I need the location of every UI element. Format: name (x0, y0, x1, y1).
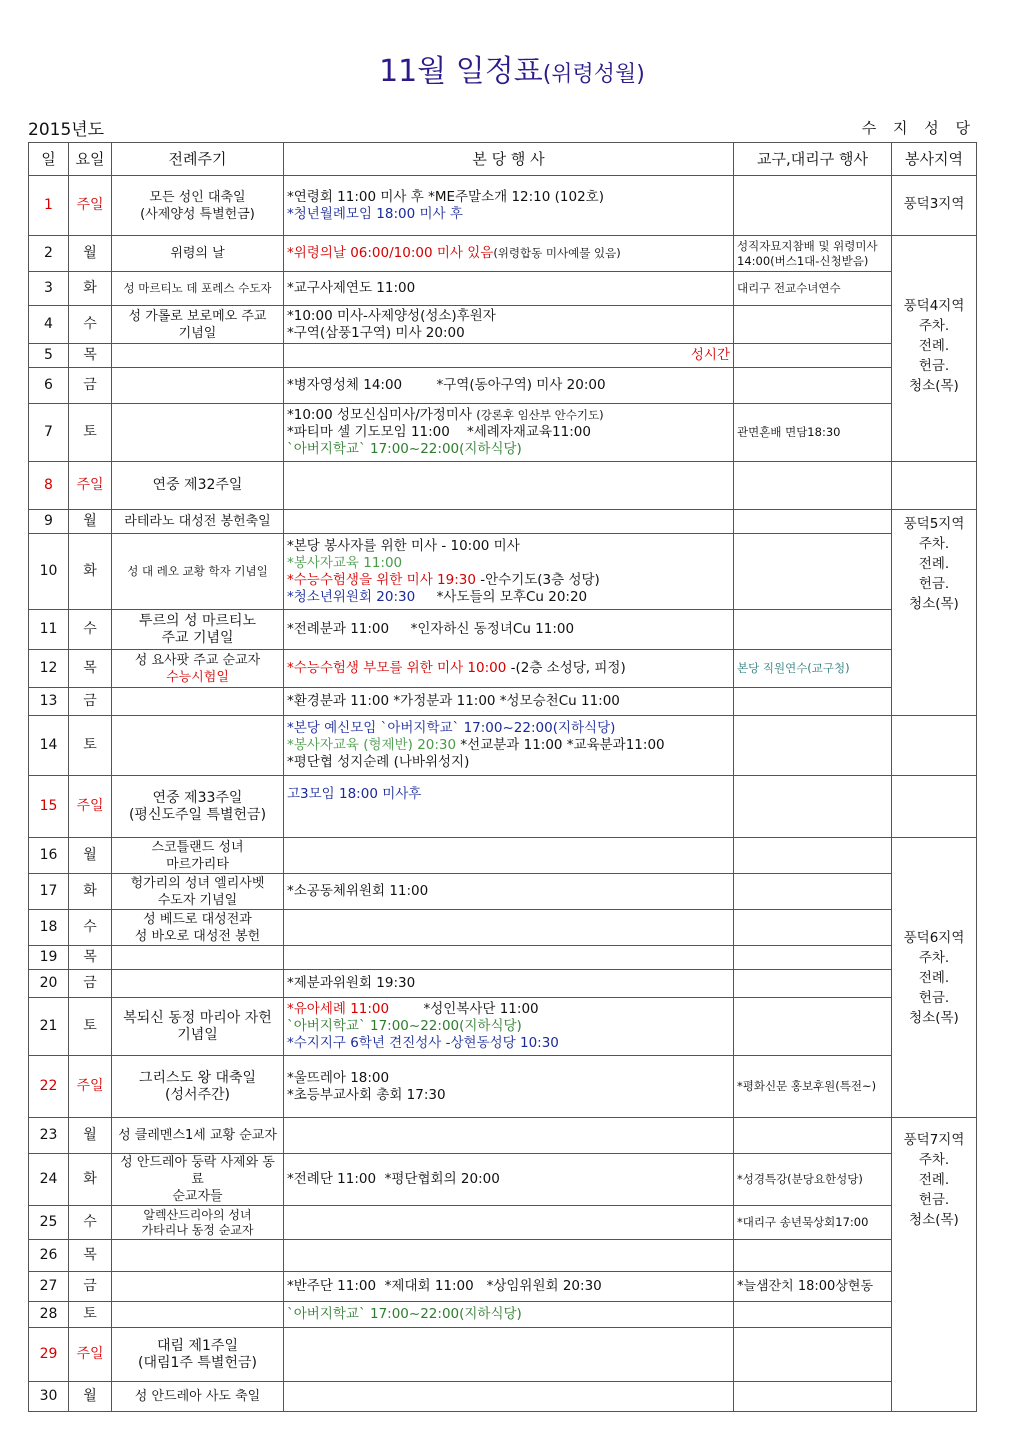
weekday-cell: 수 (69, 610, 112, 650)
liturgy-line: 마르가리타 (166, 856, 229, 872)
event-line: *환경분과 11:00 *가정분과 11:00 *성모승천Cu 11:00 (287, 693, 620, 709)
event-line: *수능수험생을 위한 미사 19:30 -안수기도(3층 성당) (287, 571, 600, 588)
weekday-cell: 수 (69, 910, 112, 946)
event-line: *전례단 11:00 *평단협회의 20:00 (287, 1171, 500, 1187)
table-row (29, 1154, 977, 1206)
day-cell: 26 (29, 1240, 69, 1272)
diocese-cell (734, 1328, 892, 1382)
table-row (29, 910, 977, 946)
day-cell: 13 (29, 688, 69, 716)
diocese-cell (734, 534, 892, 610)
weekday-cell: 월 (69, 1382, 112, 1412)
event-cell (284, 998, 734, 1056)
liturgy-line: 성 안드레아 둥락 사제와 동료 (120, 1155, 275, 1187)
liturgy-line: (성서주간) (164, 1086, 231, 1103)
table-row (29, 688, 977, 716)
liturgy-cell (112, 650, 284, 688)
event-cell (284, 1240, 734, 1272)
col-parish-events: 본 당 행 사 (284, 143, 734, 176)
table-row (29, 1302, 977, 1328)
event-line: *병자영성체 14:00 *구역(동아구역) 미사 20:00 (287, 377, 606, 393)
diocese-cell: *평화신문 홍보후원(특전~) (734, 1056, 892, 1118)
liturgy-line: 순교자들 (172, 1189, 223, 1204)
event-line: *반주단 11:00 *제대회 11:00 *상임위원회 20:30 (287, 1278, 602, 1294)
diocese-cell (734, 970, 892, 998)
weekday-cell: 금 (69, 970, 112, 998)
service-cell: 풍덕3지역 (892, 176, 977, 236)
event-line: *본당 예신모임 `아버지학교` 17:00~22:00(지하식당) (287, 720, 616, 736)
weekday-cell: 금 (69, 368, 112, 404)
col-weekday: 요일 (69, 143, 112, 176)
liturgy-cell (112, 610, 284, 650)
weekday-cell: 월 (69, 236, 112, 272)
weekday-cell: 목 (69, 1240, 112, 1272)
liturgy-line: 투르의 성 마르티노 (138, 612, 257, 629)
liturgy-line: 성 바오로 대성전 봉헌 (134, 928, 261, 944)
event-line: `아버지학교` 17:00~22:00(지하식당) (287, 1018, 522, 1034)
weekday-cell: 주일 (69, 776, 112, 838)
diocese-cell (734, 176, 892, 236)
liturgy-line: 위령의 날 (170, 246, 225, 261)
event-cell (284, 610, 734, 650)
day-cell: 5 (29, 344, 69, 368)
liturgy-cell (112, 1206, 284, 1240)
col-service-area: 봉사지역 (892, 143, 977, 176)
liturgy-line: 성 베드로 대성전과 (143, 911, 252, 927)
diocese-cell (734, 510, 892, 534)
liturgy-cell (112, 716, 284, 776)
title-sub: (위령성월) (542, 62, 645, 87)
event-line: *봉사자교육 11:00 (287, 554, 403, 571)
weekday-cell: 금 (69, 688, 112, 716)
table-row (29, 236, 977, 272)
diocese-cell (734, 874, 892, 910)
event-cell (284, 368, 734, 404)
diocese-cell (734, 688, 892, 716)
table-row (29, 610, 977, 650)
weekday-cell: 월 (69, 510, 112, 534)
event-line: *청년월례모임 18:00 미사 후 (287, 205, 463, 222)
event-line: (위령합동 미사예물 있음) (493, 246, 621, 260)
diocese-cell (734, 946, 892, 970)
event-cell (284, 306, 734, 344)
event-line: -(2층 소성당, 피정) (510, 660, 626, 676)
liturgy-cell (112, 688, 284, 716)
liturgy-line: 그리스도 왕 대축일 (138, 1069, 257, 1086)
event-line: *10:00 미사-사제양성(성소)후원자 (287, 307, 496, 324)
event-line: `아버지학교` 17:00~22:00(지하식당) (287, 1306, 522, 1322)
schedule-table (28, 142, 977, 1412)
day-cell: 9 (29, 510, 69, 534)
liturgy-cell (112, 998, 284, 1056)
liturgy-line: 기념일 (177, 1026, 218, 1043)
diocese-cell (734, 344, 892, 368)
liturgy-cell (112, 368, 284, 404)
liturgy-line: 복되신 동정 마리아 자헌 (123, 1009, 272, 1026)
liturgy-line: 성 클레멘스1세 교황 순교자 (118, 1128, 277, 1143)
event-line: *봉사자교육 (형제반) 20:30 *선교분과 11:00 *교육분과11:00 (287, 737, 665, 753)
table-row (29, 306, 977, 344)
event-line: *전례분과 11:00 *인자하신 동정녀Cu 11:00 (287, 621, 575, 637)
day-cell: 15 (29, 776, 69, 838)
table-row (29, 838, 977, 874)
table-row (29, 272, 977, 306)
weekday-cell: 수 (69, 306, 112, 344)
event-line: *제분과위원회 19:30 (287, 975, 416, 991)
weekday-cell: 화 (69, 1154, 112, 1206)
liturgy-line: (평신도주일 특별헌금) (128, 806, 267, 823)
table-row (29, 1206, 977, 1240)
weekday-cell: 월 (69, 1118, 112, 1154)
day-cell: 18 (29, 910, 69, 946)
event-line: *소공동체위원회 11:00 (287, 883, 429, 899)
table-row (29, 946, 977, 970)
weekday-cell: 주일 (69, 462, 112, 510)
liturgy-cell (112, 1056, 284, 1118)
event-cell (284, 1154, 734, 1206)
diocese-cell: *늘샘잔치 18:00상현동 (734, 1272, 892, 1302)
day-cell: 27 (29, 1272, 69, 1302)
service-cell: 풍덕6지역 주차. 전례. 헌금. 청소(목) (892, 838, 977, 1118)
liturgy-cell (112, 970, 284, 998)
diocese-cell: *대리구 송년묵상회17:00 (734, 1206, 892, 1240)
event-cell (284, 838, 734, 874)
event-line: *유아세례 11:00 *성인복사단 11:00 (287, 1001, 539, 1017)
liturgy-cell (112, 306, 284, 344)
event-line: *구역(삼풍1구역) 미사 20:00 (287, 324, 465, 341)
event-line: *수능수험생 부모를 위한 미사 10:00 (287, 660, 507, 676)
liturgy-cell (112, 510, 284, 534)
event-cell (284, 946, 734, 970)
event-line: *파티마 셀 기도모임 11:00 *세례자재교육11:00 (287, 424, 591, 440)
liturgy-line: 성 마르티노 데 포레스 수도자 (123, 281, 272, 295)
table-row (29, 998, 977, 1056)
day-cell: 3 (29, 272, 69, 306)
event-cell (284, 1328, 734, 1382)
event-cell (284, 1302, 734, 1328)
weekday-cell: 목 (69, 946, 112, 970)
title-main: 11월 일정표 (379, 54, 543, 89)
liturgy-line: 모든 성인 대축일 (149, 189, 246, 205)
liturgy-cell (112, 1302, 284, 1328)
event-line: *평단협 성지순례 (나바위성지) (287, 754, 470, 770)
liturgy-cell (112, 1328, 284, 1382)
diocese-cell: 본당 직원연수(교구청) (734, 650, 892, 688)
event-cell (284, 1206, 734, 1240)
liturgy-line: 대림 제1주일 (157, 1337, 238, 1354)
weekday-cell: 수 (69, 1206, 112, 1240)
liturgy-line: 성 안드레아 사도 축일 (134, 1389, 261, 1404)
diocese-cell (734, 1302, 892, 1328)
weekday-cell: 주일 (69, 1328, 112, 1382)
liturgy-line: 기념일 (178, 325, 217, 341)
table-row (29, 776, 977, 838)
liturgy-cell (112, 344, 284, 368)
event-cell (284, 776, 734, 838)
event-cell (284, 534, 734, 610)
event-cell (284, 1272, 734, 1302)
table-row (29, 368, 977, 404)
col-diocese-events: 교구,대리구 행사 (734, 143, 892, 176)
event-line: *연령회 11:00 미사 후 *ME주말소개 12:10 (102호) (287, 188, 604, 205)
event-cell (284, 650, 734, 688)
liturgy-line: 성 요사팟 주교 순교자 (134, 652, 261, 668)
table-row (29, 874, 977, 910)
event-cell (284, 874, 734, 910)
liturgy-line: (사제양성 특별헌금) (140, 206, 255, 222)
table-row (29, 1240, 977, 1272)
day-cell: 4 (29, 306, 69, 344)
col-day: 일 (29, 143, 69, 176)
day-cell: 14 (29, 716, 69, 776)
event-line: *수지지구 6학년 견진성사 -상현동성당 10:30 (287, 1035, 559, 1051)
liturgy-cell (112, 236, 284, 272)
service-cell (892, 716, 977, 776)
liturgy-line: 라테라노 대성전 봉헌축일 (124, 514, 271, 529)
event-cell (284, 404, 734, 462)
diocese-cell (734, 1382, 892, 1412)
liturgy-line: 수능시험일 (166, 669, 229, 685)
page-title (0, 46, 1024, 90)
day-cell: 16 (29, 838, 69, 874)
day-cell: 12 (29, 650, 69, 688)
event-line: 고3모임 18:00 미사후 (287, 786, 422, 802)
table-row (29, 1382, 977, 1412)
event-line: *10:00 성모신심미사/가정미사 (강론후 임산부 안수기도) (287, 407, 604, 423)
event-cell (284, 688, 734, 716)
diocese-cell (734, 306, 892, 344)
liturgy-cell (112, 1272, 284, 1302)
diocese-cell: 대리구 전교수녀연수 (734, 272, 892, 306)
weekday-cell: 토 (69, 998, 112, 1056)
table-row (29, 716, 977, 776)
table-row (29, 1272, 977, 1302)
liturgy-cell (112, 874, 284, 910)
event-line: *울뜨레아 18:00 (287, 1069, 390, 1086)
weekday-cell: 토 (69, 716, 112, 776)
day-cell: 17 (29, 874, 69, 910)
table-row (29, 404, 977, 462)
weekday-cell: 토 (69, 404, 112, 462)
event-line: *초등부교사회 총회 17:30 (287, 1086, 446, 1103)
table-row (29, 534, 977, 610)
day-cell: 11 (29, 610, 69, 650)
event-cell (284, 1056, 734, 1118)
liturgy-cell (112, 404, 284, 462)
diocese-cell: 관면혼배 면담18:30 (734, 404, 892, 462)
liturgy-line: 가타리나 동정 순교자 (141, 1222, 254, 1237)
event-line: *청소년위원회 20:30 *사도들의 모후Cu 20:20 (287, 588, 588, 605)
event-cell (284, 272, 734, 306)
liturgy-cell (112, 1154, 284, 1206)
table-row (29, 1118, 977, 1154)
event-line: 성시간 (690, 347, 730, 363)
liturgy-cell (112, 272, 284, 306)
weekday-cell: 토 (69, 1302, 112, 1328)
weekday-cell: 주일 (69, 1056, 112, 1118)
liturgy-cell (112, 176, 284, 236)
diocese-cell (734, 838, 892, 874)
event-line: `아버지학교` 17:00~22:00(지하식당) (287, 441, 522, 457)
diocese-cell (734, 462, 892, 510)
table-row (29, 1328, 977, 1382)
day-cell: 28 (29, 1302, 69, 1328)
weekday-cell: 화 (69, 272, 112, 306)
table-row (29, 510, 977, 534)
event-line: *위령의날 06:00/10:00 미사 있음 (287, 245, 494, 261)
liturgy-cell (112, 838, 284, 874)
liturgy-line: 성 가롤로 보로메오 주교 (128, 308, 267, 324)
weekday-cell: 목 (69, 650, 112, 688)
liturgy-line: 연중 제33주일 (152, 789, 243, 806)
liturgy-cell (112, 1118, 284, 1154)
liturgy-cell (112, 776, 284, 838)
day-cell: 29 (29, 1328, 69, 1382)
day-cell: 30 (29, 1382, 69, 1412)
table-row (29, 650, 977, 688)
day-cell: 2 (29, 236, 69, 272)
event-line: *교구사제연도 11:00 (287, 280, 416, 296)
liturgy-cell (112, 1240, 284, 1272)
weekday-cell: 화 (69, 874, 112, 910)
church-name: 수 지 성 당 (861, 119, 976, 137)
event-cell (284, 236, 734, 272)
liturgy-cell (112, 462, 284, 510)
weekday-cell: 금 (69, 1272, 112, 1302)
day-cell: 25 (29, 1206, 69, 1240)
day-cell: 7 (29, 404, 69, 462)
liturgy-line: 수도자 기념일 (157, 892, 238, 908)
liturgy-line: (대림1주 특별헌금) (138, 1354, 257, 1371)
service-cell (892, 776, 977, 838)
liturgy-cell (112, 946, 284, 970)
diocese-cell (734, 1240, 892, 1272)
table-row (29, 344, 977, 368)
service-cell: 풍덕5지역 주차. 전례. 헌금. 청소(목) (892, 510, 977, 716)
event-cell (284, 1382, 734, 1412)
diocese-cell (734, 716, 892, 776)
weekday-cell: 월 (69, 838, 112, 874)
day-cell: 1 (29, 176, 69, 236)
service-cell: 풍덕7지역 주차. 전례. 헌금. 청소(목) (892, 1118, 977, 1412)
liturgy-line: 주교 기념일 (161, 629, 234, 646)
event-cell (284, 462, 734, 510)
liturgy-cell (112, 1382, 284, 1412)
diocese-cell (734, 998, 892, 1056)
event-cell (284, 510, 734, 534)
liturgy-cell (112, 910, 284, 946)
event-cell (284, 716, 734, 776)
day-cell: 19 (29, 946, 69, 970)
weekday-cell: 화 (69, 534, 112, 610)
event-cell (284, 910, 734, 946)
diocese-cell (734, 1118, 892, 1154)
day-cell: 6 (29, 368, 69, 404)
service-cell: 풍덕4지역 주차. 전례. 헌금. 청소(목) (892, 236, 977, 462)
day-cell: 8 (29, 462, 69, 510)
liturgy-line: 스코틀랜드 성녀 (151, 839, 244, 855)
event-cell (284, 1118, 734, 1154)
day-cell: 23 (29, 1118, 69, 1154)
day-cell: 24 (29, 1154, 69, 1206)
table-row (29, 462, 977, 510)
service-cell (892, 462, 977, 510)
event-cell (284, 970, 734, 998)
table-row (29, 1056, 977, 1118)
day-cell: 22 (29, 1056, 69, 1118)
weekday-cell: 목 (69, 344, 112, 368)
day-cell: 21 (29, 998, 69, 1056)
day-cell: 20 (29, 970, 69, 998)
table-row (29, 176, 977, 236)
liturgy-line: 성 대 레오 교황 학자 기념일 (127, 564, 268, 578)
diocese-cell (734, 776, 892, 838)
table-row (29, 970, 977, 998)
diocese-cell (734, 368, 892, 404)
weekday-cell: 주일 (69, 176, 112, 236)
diocese-cell (734, 610, 892, 650)
liturgy-line: 헝가리의 성녀 엘리사벳 (130, 875, 265, 891)
event-line: *본당 봉사자를 위한 미사 - 10:00 미사 (287, 537, 520, 554)
year-label: 2015년도 (28, 120, 105, 140)
liturgy-line: 알렉산드리아의 성녀 (143, 1207, 252, 1222)
liturgy-line: 연중 제32주일 (152, 477, 243, 493)
event-cell (284, 176, 734, 236)
day-cell: 10 (29, 534, 69, 610)
col-liturgy: 전례주기 (112, 143, 284, 176)
liturgy-cell (112, 534, 284, 610)
diocese-cell: *성경특강(분당요한성당) (734, 1154, 892, 1206)
diocese-cell: 성직자묘지참배 및 위령미사 14:00(버스1대-신청받음) (734, 236, 892, 272)
diocese-cell (734, 910, 892, 946)
event-cell (284, 344, 734, 368)
header-row (29, 143, 977, 176)
